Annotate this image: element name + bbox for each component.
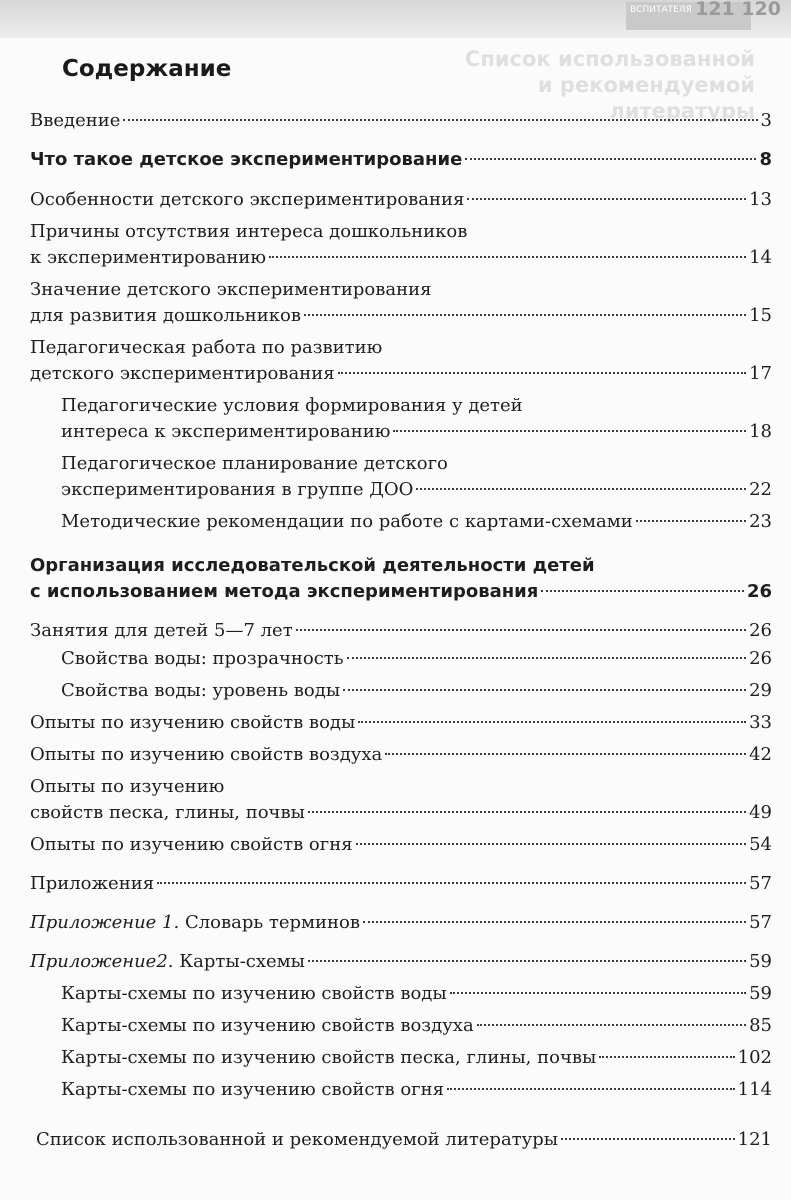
- toc-entry-appendix-1[interactable]: [30, 910, 772, 936]
- toc-entry-introduction[interactable]: [30, 108, 772, 134]
- toc-page-number: 59: [749, 951, 772, 972]
- toc-page-number: 26: [746, 581, 772, 602]
- toc-page-number: 22: [749, 479, 772, 500]
- toc-entry-text: свойств песка, глины, почвы: [30, 802, 305, 823]
- toc-entry-text: экспериментирования в группе ДОО: [61, 479, 414, 500]
- toc-page-number: 121: [737, 1129, 772, 1150]
- table-of-contents: [30, 108, 772, 1153]
- toc-entry-text: Свойства воды: уровень воды: [61, 680, 341, 701]
- toc-entry-text: Карты-схемы: [179, 951, 305, 972]
- toc-entry-first-line: Организация исследовательской деятельности детей: [30, 555, 595, 576]
- toc-page-number: 33: [749, 712, 772, 733]
- toc-page-number: 13: [749, 189, 772, 210]
- toc-entry-text: к экспериментированию: [30, 247, 267, 268]
- toc-page-number: 8: [759, 149, 772, 170]
- page-number: 121 120: [695, 0, 781, 20]
- toc-entry-first-line: Педагогическая работа по развитию: [30, 337, 383, 358]
- toc-entry-lessons[interactable]: [30, 618, 772, 644]
- dot-leader: [304, 314, 746, 316]
- toc-entry-first-line: Педагогическое планирование детского: [61, 453, 448, 474]
- toc-entry-text: Что такое детское экспериментирование: [30, 149, 463, 170]
- toc-page-number: 49: [749, 802, 772, 823]
- toc-page-number: 26: [749, 648, 772, 669]
- toc-page-number: 14: [749, 247, 772, 268]
- toc-page-number: 15: [749, 305, 772, 326]
- toc-entry-appendix-2[interactable]: [30, 949, 772, 975]
- dot-leader: [477, 1024, 746, 1026]
- toc-entry-text: детского экспериментирования: [30, 363, 335, 384]
- toc-entry-text: Карты-схемы по изучению свойств воды: [61, 983, 447, 1004]
- dot-leader: [123, 119, 757, 121]
- dot-leader: [358, 721, 746, 723]
- dot-leader: [467, 198, 746, 200]
- dot-leader: [308, 811, 746, 813]
- toc-entry-text: Опыты по изучению свойств воздуха: [30, 744, 383, 765]
- toc-entry-first-line: Опыты по изучению: [30, 776, 225, 797]
- bleed-through-heading: Список использованной и рекомендуемой литературы: [464, 47, 755, 123]
- dot-leader: [347, 657, 747, 659]
- toc-entry-appendices[interactable]: [30, 871, 772, 897]
- toc-entry-text: Введение: [30, 110, 121, 131]
- toc-entry-methodical-recommendations[interactable]: [30, 509, 772, 535]
- toc-page-number: 42: [749, 744, 772, 765]
- toc-page-number: 17: [749, 363, 772, 384]
- dot-leader: [385, 753, 746, 755]
- toc-entry-significance[interactable]: [30, 277, 772, 329]
- dot-leader: [416, 488, 746, 490]
- appendix-label: Приложение 1.: [30, 912, 180, 933]
- toc-entry-water-transparency[interactable]: [30, 646, 772, 672]
- toc-entry-sand-experiments[interactable]: [30, 774, 772, 826]
- toc-entry-maps-fire[interactable]: [30, 1077, 772, 1103]
- dot-leader: [393, 430, 746, 432]
- header-badge: ВСПИТАТЕЛЯ: [626, 2, 751, 30]
- toc-title: Содержание: [62, 56, 232, 82]
- dot-leader: [599, 1056, 734, 1058]
- toc-entry-text: для развития дошкольников: [30, 305, 302, 326]
- toc-page-number: 26: [749, 620, 772, 641]
- dot-leader: [465, 158, 756, 160]
- toc-entry-text: Особенности детского экспериментирования: [30, 189, 465, 210]
- toc-page-number: 114: [737, 1079, 772, 1100]
- toc-page-number: 3: [760, 110, 772, 131]
- dot-leader: [308, 960, 746, 962]
- dot-leader: [447, 1088, 735, 1090]
- toc-page-number: 29: [749, 680, 772, 701]
- toc-entry-bibliography[interactable]: [30, 1127, 772, 1153]
- dot-leader: [561, 1138, 735, 1140]
- dot-leader: [541, 590, 744, 592]
- toc-page-number: 85: [749, 1015, 772, 1036]
- toc-entry-air-experiments[interactable]: [30, 742, 772, 768]
- dot-leader: [356, 843, 747, 845]
- toc-page-number: 54: [749, 834, 772, 855]
- toc-entry-water-level[interactable]: [30, 678, 772, 704]
- appendix-label: Приложение2.: [30, 951, 174, 972]
- toc-entry-pedagogical-conditions[interactable]: [30, 393, 772, 445]
- toc-entry-maps-air[interactable]: [30, 1013, 772, 1039]
- toc-entry-text: интереса к экспериментированию: [61, 421, 391, 442]
- dot-leader: [296, 629, 746, 631]
- toc-page-number: 57: [749, 873, 772, 894]
- toc-entry-water-experiments[interactable]: [30, 710, 772, 736]
- toc-entry-text: Список использованной и рекомендуемой литературы: [36, 1129, 559, 1150]
- toc-entry-text: Опыты по изучению свойств огня: [30, 834, 353, 855]
- dot-leader: [157, 882, 746, 884]
- toc-entry-text: Словарь терминов: [184, 912, 361, 933]
- toc-entry-pedagogical-planning[interactable]: [30, 451, 772, 503]
- dot-leader: [636, 520, 746, 522]
- toc-entry-maps-sand[interactable]: [30, 1045, 772, 1071]
- toc-entry-first-line: Причины отсутствия интереса дошкольников: [30, 221, 468, 242]
- dot-leader: [343, 689, 746, 691]
- toc-entry-text: Карты-схемы по изучению свойств воздуха: [61, 1015, 474, 1036]
- toc-entry-text: Занятия для детей 5—7 лет: [30, 620, 293, 641]
- toc-entry-text: Свойства воды: прозрачность: [61, 648, 344, 669]
- dot-leader: [269, 256, 746, 258]
- toc-page-number: 18: [749, 421, 772, 442]
- toc-entry-pedagogical-work[interactable]: [30, 335, 772, 387]
- toc-entry-text: Приложения: [30, 873, 155, 894]
- toc-entry-maps-water[interactable]: [30, 981, 772, 1007]
- toc-entry-reasons[interactable]: [30, 219, 772, 271]
- toc-entry-text: Методические рекомендации по работе с картами-схемами: [61, 511, 633, 532]
- toc-entry-fire-experiments[interactable]: [30, 832, 772, 858]
- toc-page-number: 59: [749, 983, 772, 1004]
- toc-entry-chapter-organization[interactable]: [30, 553, 772, 605]
- toc-entry-text: Карты-схемы по изучению свойств огня: [61, 1079, 444, 1100]
- toc-entry-text: Опыты по изучению свойств воды: [30, 712, 356, 733]
- page-header-strip: [0, 0, 791, 38]
- toc-entry-text: Карты-схемы по изучению свойств песка, глины, почвы: [61, 1047, 597, 1068]
- dot-leader: [363, 921, 746, 923]
- toc-entry-text: с использованием метода экспериментирования: [30, 581, 539, 602]
- toc-entry-features[interactable]: [30, 187, 772, 213]
- toc-entry-first-line: Значение детского экспериментирования: [30, 279, 432, 300]
- toc-entry-first-line: Педагогические условия формирования у детей: [61, 395, 523, 416]
- toc-page-number: 102: [737, 1047, 772, 1068]
- toc-page-number: 57: [749, 912, 772, 933]
- toc-page-number: 23: [749, 511, 772, 532]
- dot-leader: [450, 992, 746, 994]
- toc-entry-chapter-what-is[interactable]: [30, 147, 772, 173]
- dot-leader: [338, 372, 746, 374]
